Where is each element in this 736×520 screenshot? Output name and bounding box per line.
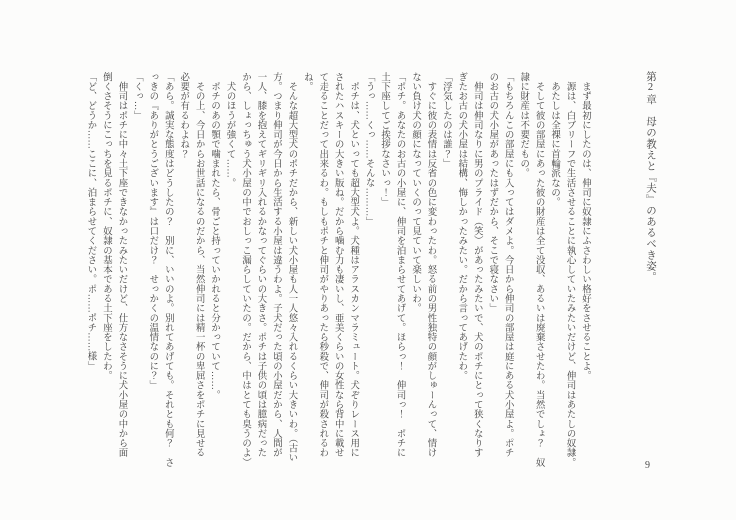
text-line: っきの『ありがとうございます』は口だけ？ せっかくの温情なのに？」 (147, 72, 158, 391)
text-line: 「ポチ。あなたのお古の小屋に、伸司を泊まらせてあげて。ほらっ！ 伸司っ！ ポチに (394, 72, 405, 458)
text-line: ね。 (301, 72, 312, 92)
text-line: まず最初にしたのは、伸司に奴隷にふさわしい格好をさせることよ。 (580, 72, 590, 381)
text-line: 犬のほうが強くて……。 (224, 72, 235, 188)
chapter-title: 第2章 母の教えと『夫』のあるべき姿。 (645, 71, 656, 283)
text-line: 伸司は伸司なりに男のプライド（笑）があったみたいで、犬のポチにとって狭くなりす (471, 72, 482, 458)
text-line: ポチのあの顎で噛まれたら、骨ごと持っていかれると分かっていて……。 (209, 72, 220, 400)
text-line: 「くっ…」 (131, 72, 142, 121)
text-line: 源は、白ブリーフで生活させることに執心していたみたいだけど、伸司はあたしの奴隷。 (564, 72, 575, 468)
text-line: すぐに彼の表情は反省の色に変わったわ。怒る前の男性独特の顔がしゅーんって、情け (425, 72, 436, 458)
text-line: そして彼の部屋にあった彼の財産は全て没収、あるいは廃棄させたわ。当然でしょ？ 奴 (533, 72, 544, 468)
text-line: 「もちろんこの部屋にも入ってはダメよ。今日から伸司の部屋は庭にある犬小屋よ。ポチ (502, 72, 513, 458)
text-line: ぎたお古の犬小屋は結構、悔しかったみたい。だから言ってあげたわ。 (456, 72, 467, 381)
text-line: から、しょっちゅう犬小屋の中でおしっこ漏らしていたの。だから、中はとても臭うのよ） (240, 72, 251, 468)
text-line: ない負け犬の顔になっていくのって見ていて楽しいわ。 (410, 72, 421, 313)
text-line: 「うっ……くっ……そんな………」 (363, 72, 374, 227)
text-line: 必要が有るわよね？ (178, 72, 189, 159)
text-line: その上、今日からお世話になるのだから、当然伸司には精一杯の卑屈さをポチに見せる (193, 72, 204, 458)
text-line: 「あら。誠実な態度はどうしたの？ 別に、いいのよ。別れてあげても。それとも何？ さ (162, 72, 173, 468)
text-line: 「ど、どうか……ここに、泊まらせてください。ポ……ポチ……様」 (85, 72, 96, 371)
text-line: 方。つまり伸司が今日から生活する小屋は違うわよ。子犬だった頃の小屋だから、人間が (270, 72, 281, 458)
text-line: 「浮気したのは誰？」 (440, 72, 451, 169)
text-line: 伸司はポチに中々土下座できなかったみたいだけど、仕方なさそうに犬小屋の中から面 (116, 72, 127, 458)
text-line: 倒くさそうにこっちを見るポチに、奴隷の基本である土下座をしたわ。 (100, 72, 111, 381)
text-line: そんな超大型犬のポチだから、新しい犬小屋も人一人悠々入れるくらい大きいわ。（古い (286, 72, 297, 463)
text-line: ポチは、犬といっても超大型犬よ。犬種はアラスカンマラミュート。犬ぞりレース用に (348, 72, 359, 458)
text-line: 一人、膝を抱えてギリギリ入れるかなってぐらいの大きさ。ポチは子供の頃は臆病だった (255, 72, 266, 458)
text-line: あたしは全裸に首輪派なの。 (549, 72, 560, 207)
text-line: 隷に財産は不要だもの。 (518, 72, 529, 179)
text-line: されたハスキーの大きい版ね。だから噛む力も凄いし、亜美くらいの女性なら背中に載せ (332, 72, 343, 458)
page-number: 9 (645, 460, 650, 471)
body-text (82, 72, 592, 470)
text-line: のお古の犬小屋があったはずだから、そこで寝なさい」 (487, 72, 498, 313)
text-line: 土下座してご挨拶なさいっ！」 (379, 72, 390, 207)
text-line: て走ることだって出来るわ。もしもポチと伸司がやりあったら秒殺で、伸司が殺されるわ (317, 72, 328, 458)
